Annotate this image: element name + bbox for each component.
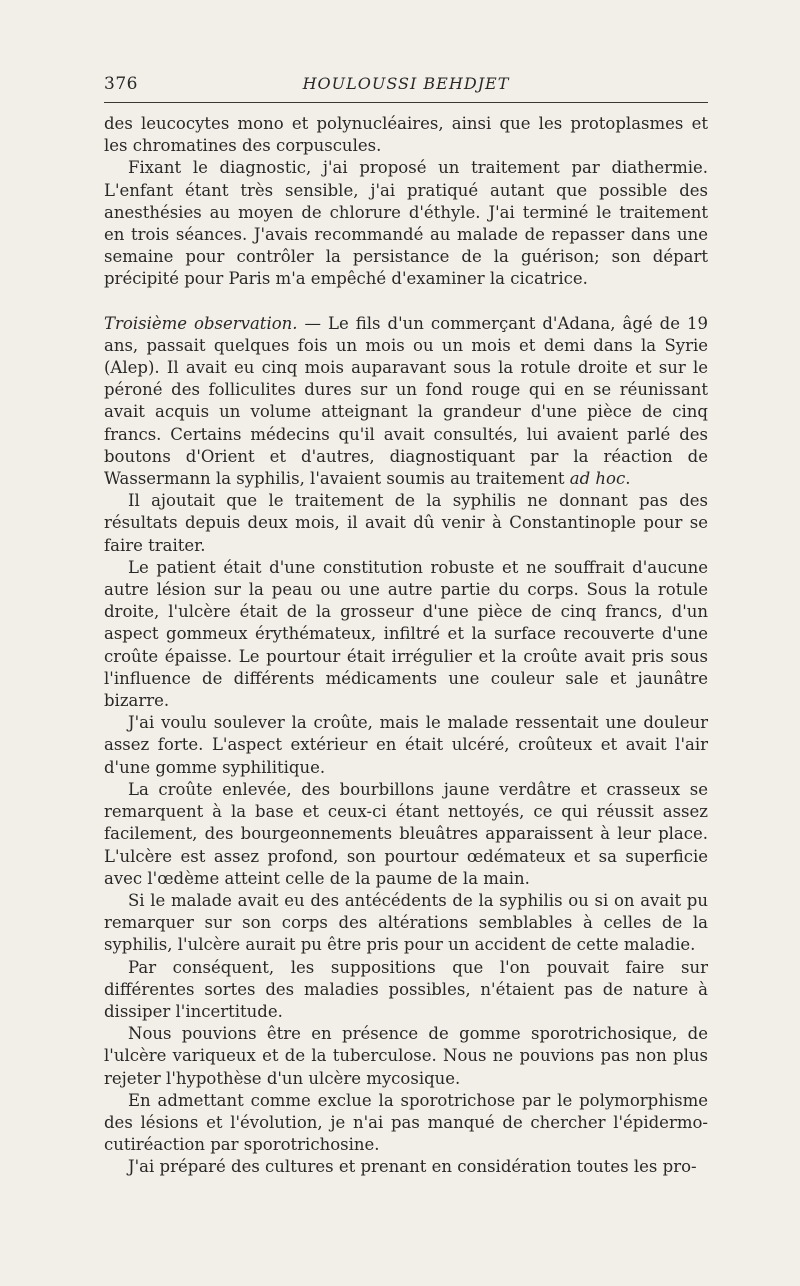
- section-paragraph: [104, 313, 708, 491]
- paragraph: Il ajoutait que le traitement de la syphilis ne donnant pas des résultats depuis deux mois, il avait dû venir à Constantinople pour se faire traiter.: [104, 491, 708, 555]
- paragraph: En admettant comme exclue la sporotrichose par le polymorphisme des lésions et l'évolution, je n'ai pas manqué de chercher l'épidermo-cutiréaction par sporotrichosine.: [104, 1090, 708, 1155]
- paragraph: des leucocytes mono et polynucléaires, ainsi que les protoplasmes et les chromatines des corpuscules.: [104, 114, 708, 156]
- body-text: [104, 113, 708, 1179]
- paragraph: Le patient était d'une constitution robuste et ne souffrait d'aucune autre lésion sur la peau ou une autre partie du corps. Sous la rotule droite, l'ulcère était de la grosseur d'une pièce de cinq francs, d'un aspect gommeux érythémateux, infiltré et la surface recouverte d'une croûte épaisse. Le pourtour était irrégulier et la croûte avait pris sous l'influence de différents médicaments une couleur sale et jaunâtre bizarre.: [104, 557, 708, 711]
- paragraph: J'ai voulu soulever la croûte, mais le malade ressentait une douleur assez forte. L'aspect extérieur en était ulcéré, croûteux et avait l'air d'une gomme syphilitique.: [104, 713, 708, 777]
- paragraph: Si le malade avait eu des antécédents de la syphilis ou si on avait pu remarquer sur son corps des altérations semblables à celles de la syphilis, l'ulcère aurait pu être pris pour un accident de cette maladie.: [104, 890, 708, 955]
- book-page: [104, 70, 708, 1179]
- running-title: HOULOUSSI BEHDJET: [302, 74, 510, 93]
- running-head: [104, 70, 708, 96]
- section-title: Troisième observation.: [104, 313, 298, 333]
- paragraph: Nous pouvions être en présence de gomme sporotrichosique, de l'ulcère variqueux et de la tuberculose. Nous ne pouvions pas non plus rejeter l'hypothèse d'un ulcère mycosique.: [104, 1024, 708, 1088]
- paragraph: Par conséquent, les suppositions que l'on pouvait faire sur différentes sortes des maladies possibles, n'étaient pas de nature à dissiper l'incertitude.: [104, 957, 708, 1021]
- section-text-end: .: [625, 469, 631, 489]
- header-rule: [104, 102, 708, 103]
- section-text: — Le fils d'un commerçant d'Adana, âgé de 19 ans, passait quelques fois un mois ou un mois et demi dans la Syrie (Alep). Il avait eu cinq mois auparavant sous la rotule droite et sur le péroné des folliculites dures sur un fond rouge qui en se réunissant avait acquis un volume atteignant la grandeur d'une pièce de cinq francs. Certains médecins qu'il avait consultés, lui avaient parlé des boutons d'Orient et d'autres, diagnostiquant par la réaction de Wassermann la syphilis, l'avaient soumis au traitement: [104, 313, 708, 489]
- paragraph: J'ai préparé des cultures et prenant en considération toutes les pro-: [128, 1157, 697, 1177]
- paragraph: La croûte enlevée, des bourbillons jaune verdâtre et crasseux se remarquent à la base et ceux-ci étant nettoyés, ce qui réussit assez facilement, des bourgeonnements bleuâtres apparaissent à leur place. L'ulcère est assez profond, son pourtour œdémateux et sa superficie avec l'œdème atteint celle de la paume de la main.: [104, 779, 708, 888]
- page-number: 376: [104, 74, 138, 94]
- emphasis-text: ad hoc: [569, 469, 626, 489]
- paragraph: Fixant le diagnostic, j'ai proposé un traitement par diathermie. L'enfant étant très sensible, j'ai pratiqué autant que possible des anesthésies au moyen de chlorure d'éthyle. J'ai terminé le traitement en trois séances. J'avais recommandé au malade de repasser dans une semaine pour contrôler la persistance de la guérison; son départ précipité pour Paris m'a empêché d'examiner la cicatrice.: [104, 158, 708, 289]
